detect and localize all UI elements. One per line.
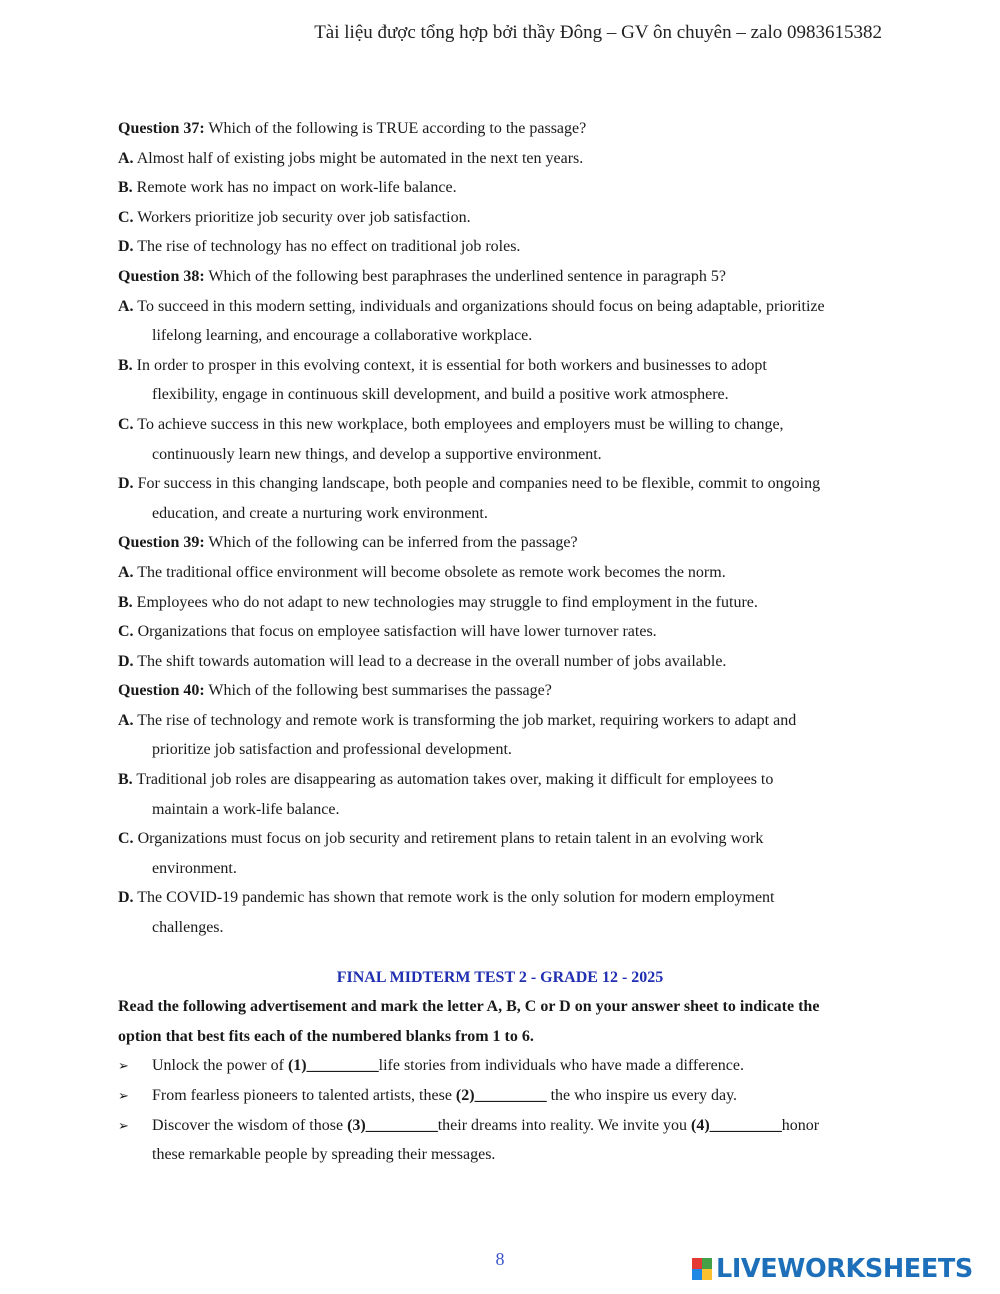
section-instruction-line-1: Read the following advertisement and mark the letter A, B, C or D on your answer sheet to indicate the bbox=[118, 998, 820, 1016]
document-body bbox=[118, 114, 888, 1170]
option-c: C. Organizations that focus on employee satisfaction will have lower turnover rates. bbox=[118, 623, 657, 641]
option-a: A. Almost half of existing jobs might be automated in the next ten years. bbox=[118, 149, 584, 167]
question-text: Which of the following best paraphrases the underlined sentence in paragraph 5? bbox=[208, 267, 726, 285]
option-b: B. Employees who do not adapt to new technologies may struggle to find employment in the future. bbox=[118, 593, 758, 611]
option-b: B. Traditional job roles are disappearing as automation takes over, making it difficult for employees to maintain a work-life balance. bbox=[118, 771, 774, 818]
section-title: FINAL MIDTERM TEST 2 - GRADE 12 - 2025 bbox=[336, 968, 664, 986]
list-item: ➢ From fearless pioneers to talented artists, these (2)_________ the who inspire us every day. bbox=[118, 1081, 888, 1111]
arrow-bullet-icon: ➢ bbox=[118, 1058, 129, 1074]
question-text: Which of the following is TRUE according to the passage? bbox=[208, 120, 587, 137]
list-item: ➢ Unlock the power of (1)_________life stories from individuals who have made a difference. bbox=[118, 1051, 888, 1081]
logo-text: LIVEWORKSHEETS bbox=[716, 1254, 973, 1284]
question-38 bbox=[118, 262, 888, 528]
option-d: D. The COVID-19 pandemic has shown that remote work is the only solution for modern employment challenges. bbox=[118, 889, 775, 937]
question-40 bbox=[118, 676, 888, 942]
option-c: C. To achieve success in this new workplace, both employees and employers must be willing to change, continuously learn new things, and develop a supportive environment. bbox=[118, 415, 784, 463]
blank-4: _________ bbox=[709, 1116, 782, 1134]
page-number: 8 bbox=[495, 1249, 505, 1269]
option-d: D. The shift towards automation will lead to a decrease in the overall number of jobs available. bbox=[118, 652, 727, 670]
option-d: D. For success in this changing landscape, both people and companies need to be flexible, commit to ongoing education, and create a nurturing work environment. bbox=[118, 475, 821, 522]
option-a: A. The traditional office environment will become obsolete as remote work becomes the norm. bbox=[118, 563, 726, 581]
option-b: B. In order to prosper in this evolving context, it is essential for both workers and businesses to adopt flexibility, engage in continuous skill development, and build a positive work atmosphere. bbox=[118, 356, 767, 404]
section-instruction-line-2: option that best fits each of the numbered blanks from 1 to 6. bbox=[118, 1027, 534, 1045]
question-label: Question 40: bbox=[118, 682, 205, 700]
option-a: A. To succeed in this modern setting, individuals and organizations should focus on being adaptable, prioritize lifelong learning, and encourage a collaborative workplace. bbox=[118, 297, 825, 345]
option-d: D. The rise of technology has no effect on traditional job roles. bbox=[118, 238, 521, 256]
question-label: Question 38: bbox=[118, 267, 205, 285]
list-item: ➢ Discover the wisdom of those (3)_________their dreams into reality. We invite you (4)_________honor bbox=[118, 1111, 888, 1141]
question-37 bbox=[118, 114, 888, 262]
blank-3: _________ bbox=[365, 1116, 438, 1134]
question-39 bbox=[118, 528, 888, 676]
option-b: B. Remote work has no impact on work-life balance. bbox=[118, 179, 457, 197]
arrow-bullet-icon: ➢ bbox=[118, 1088, 129, 1103]
list-item-continuation: these remarkable people by spreading their messages. bbox=[152, 1146, 496, 1164]
liveworksheets-logo-icon bbox=[692, 1258, 712, 1280]
question-label: Question 37: bbox=[118, 120, 205, 137]
question-text: Which of the following best summarises the passage? bbox=[208, 682, 552, 700]
arrow-bullet-icon: ➢ bbox=[118, 1117, 129, 1133]
blank-2: _________ bbox=[474, 1087, 547, 1104]
blank-1: _________ bbox=[306, 1057, 379, 1075]
document-header bbox=[0, 22, 882, 44]
header-text: Tài liệu được tổng hợp bởi thầy Đông – GV ôn chuyên – zalo 0983615382 bbox=[314, 22, 882, 43]
question-label: Question 39: bbox=[118, 534, 205, 552]
option-c: C. Workers prioritize job security over job satisfaction. bbox=[118, 208, 471, 226]
option-a: A. The rise of technology and remote work is transforming the job market, requiring workers to adapt and prioritize job satisfaction and professional development. bbox=[118, 711, 797, 759]
question-text: Which of the following can be inferred from the passage? bbox=[208, 534, 578, 552]
liveworksheets-logo[interactable] bbox=[692, 1252, 973, 1286]
option-c: C. Organizations must focus on job security and retirement plans to retain talent in an evolving work environment. bbox=[118, 830, 764, 877]
